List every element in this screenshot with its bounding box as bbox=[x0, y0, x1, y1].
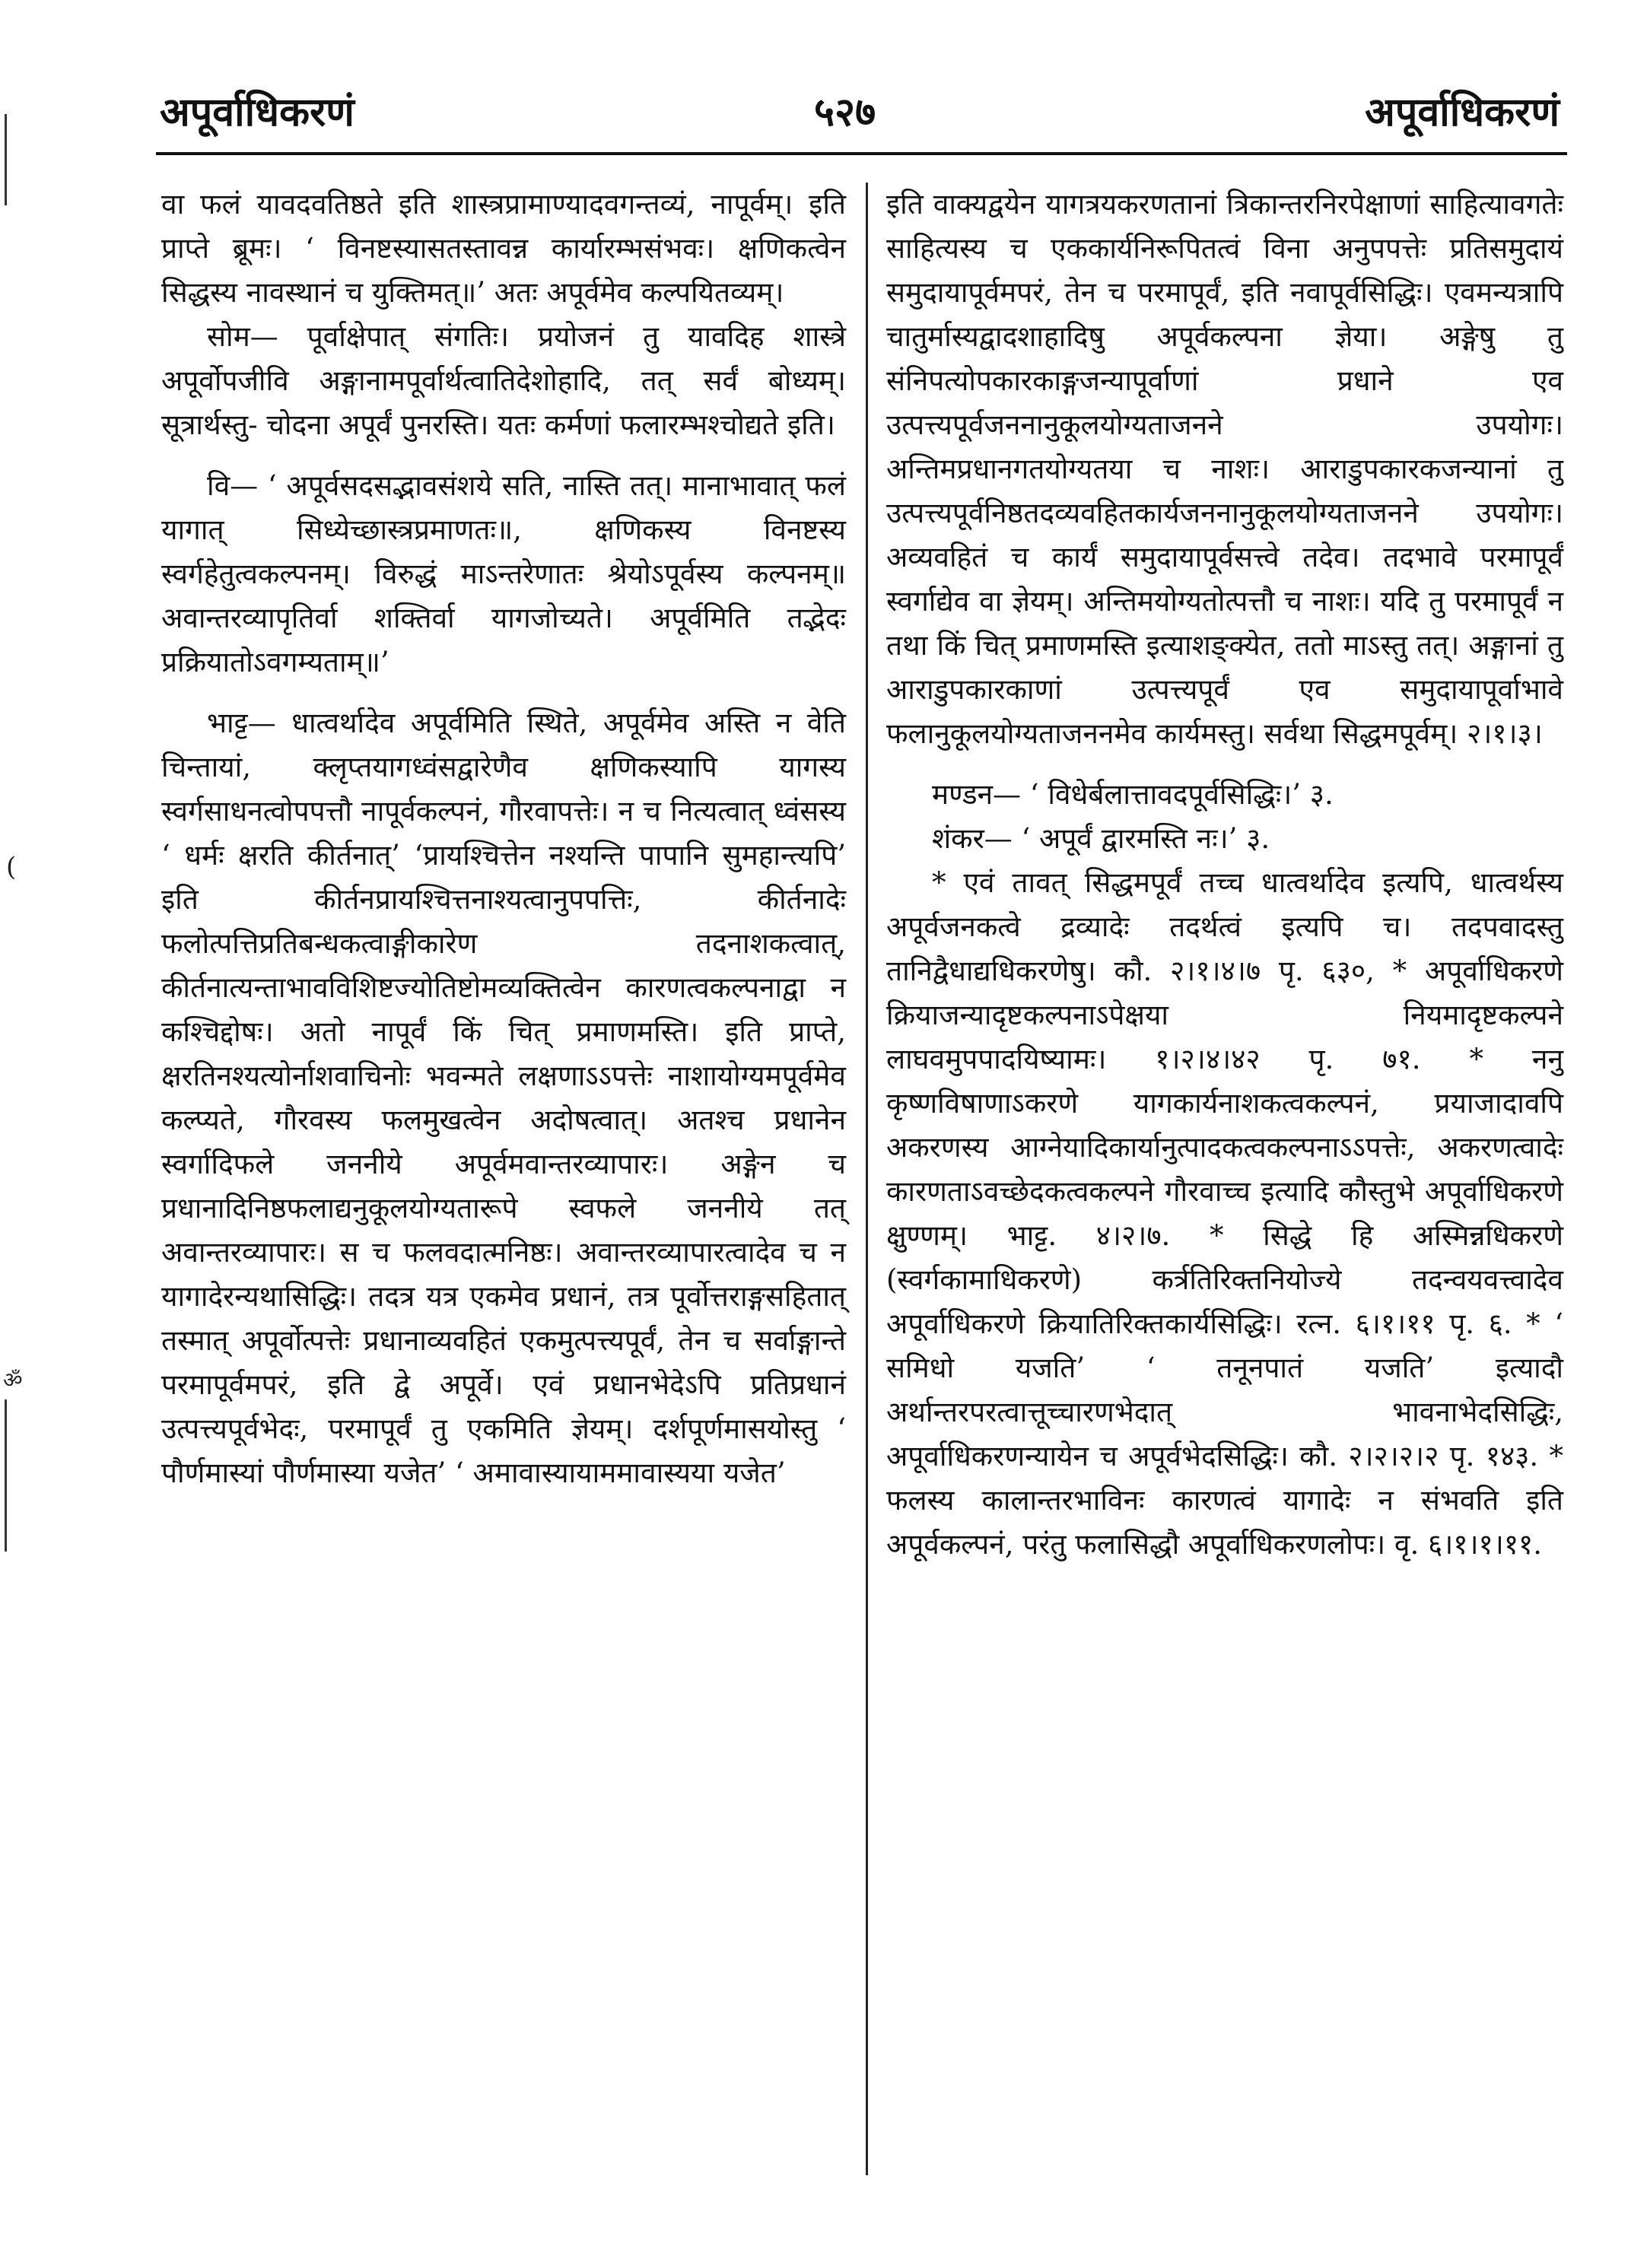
page-number: ५२७ bbox=[814, 90, 876, 135]
header-right-title: अपूर्वाधिकरणं bbox=[1365, 90, 1560, 135]
right-paragraph-shankara: शंकर— ‘ अपूर्वं द्वारमस्ति नः।’ ३. bbox=[932, 822, 1270, 855]
left-margin-mark-top: ( bbox=[6, 852, 17, 882]
right-paragraph-1: इति वाक्यद्वयेन यागत्रयकरणतानां त्रिकान्तरनिरपेक्षाणां साहित्यावगतेः साहित्यस्य च एककार्यनिरूपितत्वं विना अनुपपत्तेः प्रतिसमुदायं समुदायापूर्वमपरं, तेन च परमापूर्वं, इति नवापूर्वसिद्धिः। एवमन्यत्रापि चातुर्मास्यद्वादशाहादिषु अपूर्वकल्पना ज्ञेया। अङ्गेषु तु संनिपत्योपकारकाङ्गजन्यापूर्वाणां प्रधाने एव उत्पत्त्यपूर्वजननानुकूलयोग्यताजनने उपयोगः। अन्तिमप्रधानगतयोग्यतया च नाशः। आराडुपकारकजन्यानां तु उत्पत्त्यपूर्वनिष्ठतदव्यवहितकार्यजननानुकूलयोग्यताजनने उपयोगः। अव्यवहितं च कार्यं समुदायापूर्वसत्त्वे तदेव। तदभावे परमापूर्वं स्वर्गाद्येव वा ज्ञेयम्। अन्तिमयोग्यतोत्पत्तौ च नाशः। यदि तु परमापूर्वं न तथा किं चित् प्रमाणमस्ति इत्याशङ्क्येत, ततो माऽस्तु तत्। अङ्गानां तु आराडुपकारकाणां उत्पत्त्यपूर्वं एव समुदायापूर्वाभावे फलानुकूलयोग्यताजननमेव कार्यमस्तु। सर्वथा सिद्धमपूर्वम्। २।१।३। bbox=[886, 188, 1563, 750]
header-left-title: अपूर्वाधिकरणं bbox=[160, 90, 355, 135]
right-column bbox=[886, 183, 1563, 1567]
left-paragraph-soma: सोम— पूर्वाक्षेपात् संगतिः। प्रयोजनं तु यावदिह शास्त्रे अपूर्वोपजीवि अङ्गानामपूर्वार्थत्वातिदेशोहादि, तत् सर्वं बोध्यम्। सूत्रार्थस्तु- चोदना अपूर्वं पुनरस्ति। यतः कर्मणां फलारम्भश्चोद्यते इति। bbox=[161, 320, 846, 441]
right-paragraph-mandana: मण्डन— ‘ विधेर्बलात्तावदपूर्वसिद्धिः।’ ३. bbox=[932, 778, 1334, 811]
left-paragraph-bhatta: भाट्ट— धात्वर्थादेव अपूर्वमिति स्थिते, अपूर्वमेव अस्ति न वेति चिन्तायां, क्लृप्तयागध्वंसद्वारेणैव क्षणिकस्यापि यागस्य स्वर्गसाधनत्वोपपत्तौ नापूर्वकल्पनं, गौरवापत्तेः। न च नित्यत्वात् ध्वंसस्य ‘ धर्मः क्षरति कीर्तनात्’ ‘प्रायश्चित्तेन नश्यन्ति पापानि सुमहान्त्यपि’ इति कीर्तनप्रायश्चित्तनाश्यत्वानुपपत्तिः, कीर्तनादेः फलोत्पत्तिप्रतिबन्धकत्वाङ्गीकारेण तदनाशकत्वात्, कीर्तनात्यन्ताभावविशिष्टज्योतिष्टोमव्यक्तित्वेन कारणत्वकल्पनाद्वा न कश्चिद्दोषः। अतो नापूर्वं किं चित् प्रमाणमस्ति। इति प्राप्ते, क्षरतिनश्यत्योर्नाशवाचिनोः भवन्मते लक्षणाऽऽपत्तेः नाशायोग्यमपूर्वमेव कल्प्यते, गौरवस्य फलमुखत्वेन अदोषत्वात्। अतश्च प्रधानेन स्वर्गादिफले जननीये अपूर्वमवान्तरव्यापारः। अङ्गेन च प्रधानादिनिष्ठफलाद्यनुकूलयोग्यतारूपे स्वफले जननीये तत् अवान्तरव्यापारः। स च फलवदात्मनिष्ठः। अवान्तरव्यापारत्वादेव च न यागादेरन्यथासिद्धिः। तदत्र यत्र एकमेव प्रधानं, तत्र पूर्वोत्तराङ्गसहितात् तस्मात् अपूर्वोत्पत्तेः प्रधानाव्यवहितं एकमुत्पत्त्यपूर्वं, तेन च सर्वाङ्गान्ते परमापूर्वमपरं, इति द्वे अपूर्वे। एवं प्रधानभेदेऽपि प्रतिप्रधानं उत्पत्त्यपूर्वभेदः, परमापूर्वं तु एकमिति ज्ञेयम्। दर्शपूर्णमासयोस्तु ‘ पौर्णमास्यां पौर्णमास्या यजेत’ ‘ अमावास्यायाममावास्यया यजेत’ bbox=[161, 707, 846, 1489]
left-edge-line-top bbox=[5, 114, 7, 205]
left-edge-line-mid bbox=[5, 1399, 7, 1552]
page-header bbox=[160, 84, 1560, 137]
right-paragraph-notes: * एवं तावत् सिद्धमपूर्वं तच्च धात्वर्थादेव इत्यपि, धात्वर्थस्य अपूर्वजनकत्वे द्रव्यादेः तदर्थत्वं इत्यपि च। तदपवादस्तु तानिद्वैधाद्यधिकरणेषु। कौ. २।१।४।७ पृ. ६३०, * अपूर्वाधिकरणे क्रियाजन्यादृष्टकल्पनाऽपेक्षया नियमादृष्टकल्पने लाघवमुपपादयिष्यामः। १।२।४।४२ पृ. ७१. * ननु कृष्णविषाणाऽकरणे यागकार्यनाशकत्वकल्पनं, प्रयाजादावपि अकरणस्य आग्नेयादिकार्यानुत्पादकत्वकल्पनाऽऽपत्तेः, अकरणत्वादेः कारणताऽवच्छेदकत्वकल्पने गौरवाच्च इत्यादि कौस्तुभे अपूर्वाधिकरणे क्षुण्णम्। भाट्ट. ४।२।७. * सिद्धे हि अस्मिन्नधिकरणे (स्वर्गकामाधिकरणे) कर्त्रतिरिक्तनियोज्ये तदन्वयवत्त्वादेव अपूर्वाधिकरणे क्रियातिरिक्तकार्यसिद्धिः। रत्न. ६।१।११ पृ. ६. * ‘ समिधो यजति’ ‘ तनूनपातं यजति’ इत्यादौ अर्थान्तरपरत्वात्तूच्चारणभेदात् भावनाभेदसिद्धिः, अपूर्वाधिकरणन्यायेन च अपूर्वभेदसिद्धिः। कौ. २।२।२।२ पृ. १४३. * फलस्य कालान्तरभाविनः कारणत्वं यागादेः न संभवति इति अपूर्वकल्पनं, परंतु फलासिद्धौ अपूर्वाधिकरणलोपः। वृ. ६।१।१।११. bbox=[886, 866, 1563, 1561]
column-divider bbox=[866, 183, 868, 2175]
left-margin-mark-mid: ॐ bbox=[3, 1367, 23, 1393]
header-rule bbox=[156, 152, 1567, 155]
left-paragraph-vi: वि— ‘ अपूर्वसदसद्भावसंशये सति, नास्ति तत्। मानाभावात् फलं यागात् सिध्येच्छास्त्रप्रमाणतः॥, क्षणिकस्य विनष्टस्य स्वर्गहेतुत्वकल्पनम्। विरुद्धं माऽन्तरेणातः श्रेयोऽपूर्वस्य कल्पनम्॥ अवान्तरव्यापृतिर्वा शक्तिर्वा यागजोच्यते। अपूर्वमिति तद्भेदः प्रक्रियातोऽवगम्यताम्॥’ bbox=[161, 469, 846, 678]
left-paragraph-1: वा फलं यावदवतिष्ठते इति शास्त्रप्रामाण्यादवगन्तव्यं, नापूर्वम्। इति प्राप्ते ब्रूमः। ‘ विनष्टस्यासतस्तावन्न कार्यारम्भसंभवः। क्षणिकत्वेन सिद्धस्य नावस्थानं च युक्तिमत्॥’ अतः अपूर्वमेव कल्पयितव्यम्। bbox=[161, 188, 846, 309]
left-column bbox=[161, 183, 846, 1495]
